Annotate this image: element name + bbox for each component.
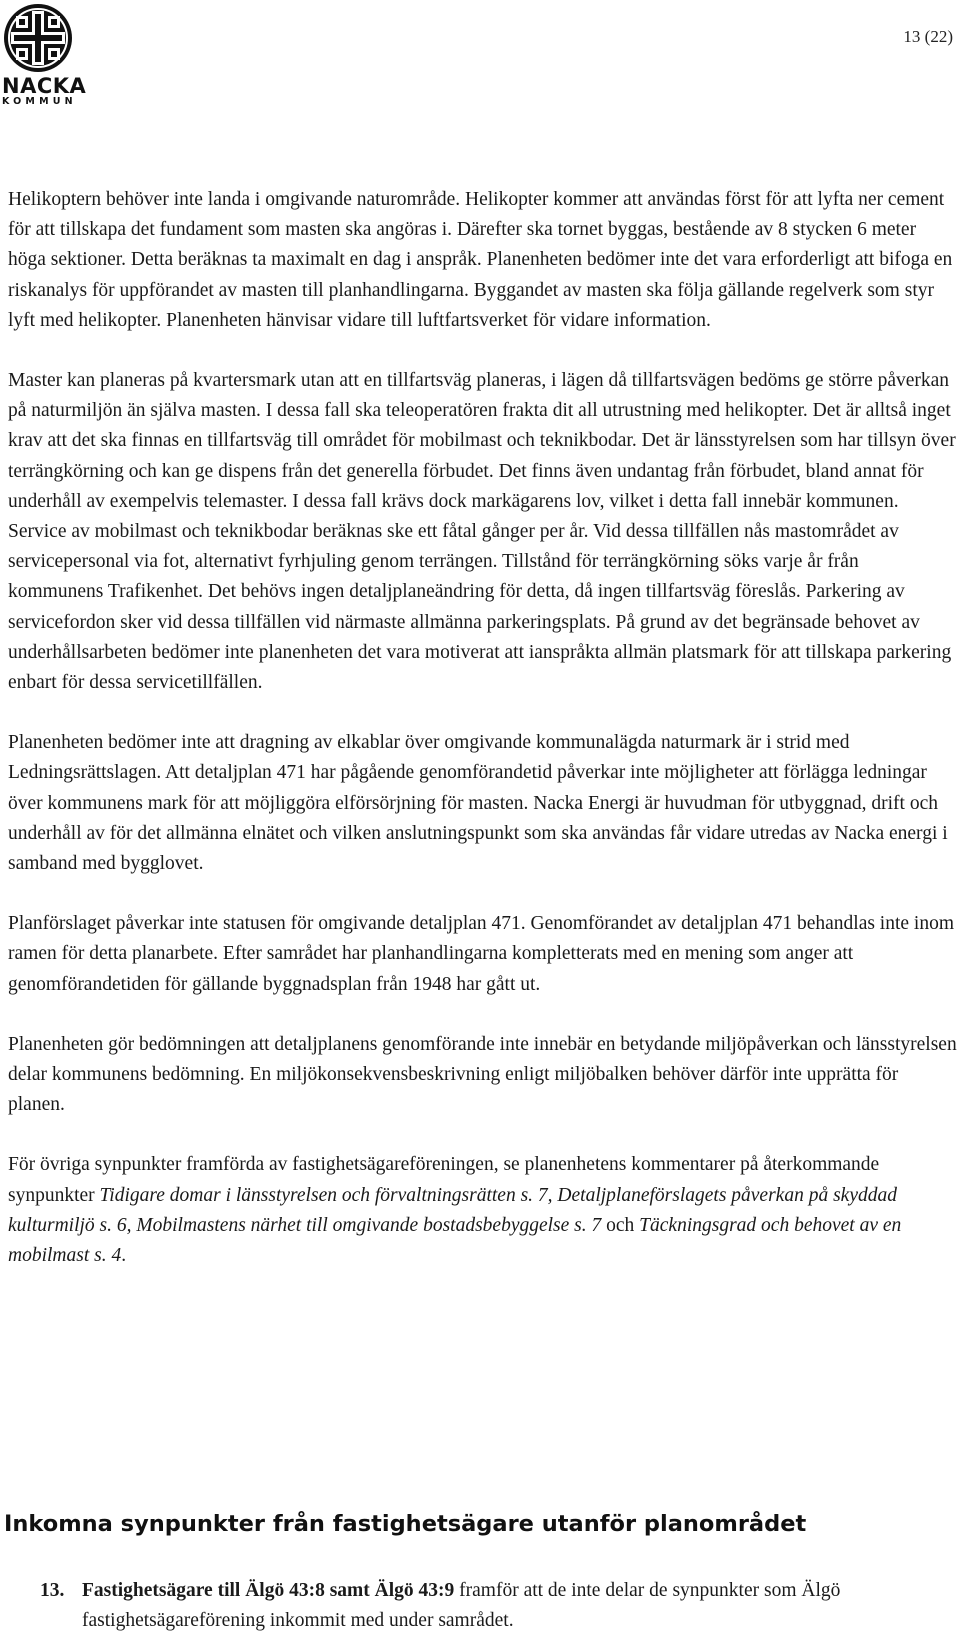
- nacka-kommun-logo: [2, 2, 87, 107]
- paragraph-detailed-plan: Planförslaget påverkar inte statusen för omgivande detaljplan 471. Genomförandet av detaljplan 471 behandlas inte inom ramen för detta planarbete. Efter samrådet har planhandlingarna kompletterats med en mening som anger att genomförandetiden för gällande byggnadsplan från 1948 har gått ut.: [8, 913, 955, 995]
- list-item: [40, 1576, 952, 1636]
- paragraph-end: .: [121, 1245, 127, 1267]
- paragraph-access-road: Master kan planeras på kvartersmark utan att en tillfartsväg planeras, i lägen då tillfartsvägen bedöms ge större påverkan på naturmiljön än själva masten. I dessa fall ska teleoperatören frakta dit all utrustning med helikopter. Det är alltså inget krav att det ska finnas en tillfartsväg till området för mobilmast och teknikbodar. Det är länsstyrelsen som har tillsyn över terrängkörning och kan ge dispens från det generella förbudet. Det finns även undantag från förbudet, bland annat för underhåll av exempelvis telemaster. I dessa fall krävs dock markägarens lov, vilket i detta fall innebär kommunen. Service av mobilmast och teknikbodar beräknas ske ett fåtal gånger per år. Vid dessa tillfällen nås mastområdet av servicepersonal via fot, alternativt fyrhjuling genom terrängen. Tillstånd för terrängkörning söks varje år från kommunens Trafikenhet. Det behövs ingen detaljplaneändring för detta, då ingen tillfartsväg föreslås. Parkering av servicefordon sker vid dessa tillfällen vid närmaste allmänna parkeringsplats. På grund av det begränsade behovet av underhållsarbeten bedömer inte planenheten det vara motiverat att ianspråkta allmän platsmark för att tillskapa parkering enbart för dessa servicetillfällen.: [8, 370, 956, 694]
- paragraph-intro-text: För övriga synpunkter framförda av fastighetsägareföreningen, se planenhetens kommentarer på återkommande synpunkter: [8, 1154, 880, 1206]
- paragraph-power-cables: Planenheten bedömer inte att dragning av elkablar över omgivande kommunalägda naturmark är i strid med Ledningsrättslagen. Att detaljplan 471 har pågående genomförandetid påverkar inte möjligheter att förlägga ledningar över kommunens mark för att möjliggöra elförsörjning för masten. Nacka Energi är huvudman för utbyggnad, drift och underhåll av för det allmänna elnätet och vilken anslutningspunkt som ska användas får vidare utredas av Nacka energi i samband med bygglovet.: [8, 732, 948, 875]
- logo-name: NACKA: [2, 74, 87, 98]
- list-item-number: 13.: [40, 1580, 65, 1601]
- italic-reference: Täckningsgrad och behovet av en mobilmast s. 4: [8, 1214, 902, 1267]
- list-item-body-text: framför att de inte delar de synpunkter som Älgö fastighetsägareförening inkommit med under samrådet.: [82, 1580, 841, 1631]
- paragraph-helicopter: Helikoptern behöver inte landa i omgivande naturområde. Helikopter kommer att användas först för att lyfta ner cement för att tillskapa det fundament som masten ska angöras i. Därefter ska tornet byggas, bestående av 8 stycken 6 meter höga sektioner. Detta beräknas ta maximalt en dag i anspråk. Planenheten bedömer inte det vara erforderligt att bifoga en riskanalys för uppförandet av masten till planhandlingarna. Byggandet av masten ska följa gällande regelverk som styr lyft med helikopter. Planenheten hänvisar vidare till luftfartsverket för vidare information.: [8, 189, 953, 331]
- paragraph-environmental-impact: Planenheten gör bedömningen att detaljplanens genomförande inte innebär en betydande miljöpåverkan och länsstyrelsen delar kommunens bedömning. En miljökonsekvensbeskrivning enligt miljöbalken behöver därför inte upprätta för planen.: [8, 1033, 957, 1116]
- municipal-emblem-icon: [2, 2, 74, 74]
- italic-reference-list: Tidigare domar i länsstyrelsen och förvaltningsrätten s. 7, Detaljplaneförslagets påverkan på skyddad kulturmiljö s. 6, Mobilmastens närhet till omgivande bostadsbebyggelse s. 7: [8, 1184, 897, 1236]
- page-number: 13 (22): [903, 27, 953, 46]
- paragraph-other-comments: [8, 1150, 958, 1271]
- list-item-bold-text: Fastighetsägare till Älgö 43:8 samt Älgö 43:9: [82, 1580, 455, 1601]
- logo-subtitle: KOMMUN: [2, 96, 77, 107]
- section-heading: Inkomna synpunkter från fastighetsägare utanför planområdet: [4, 1511, 807, 1537]
- document-body: [8, 185, 958, 1301]
- connector-text: och: [601, 1214, 640, 1236]
- list-item-text: [82, 1576, 952, 1636]
